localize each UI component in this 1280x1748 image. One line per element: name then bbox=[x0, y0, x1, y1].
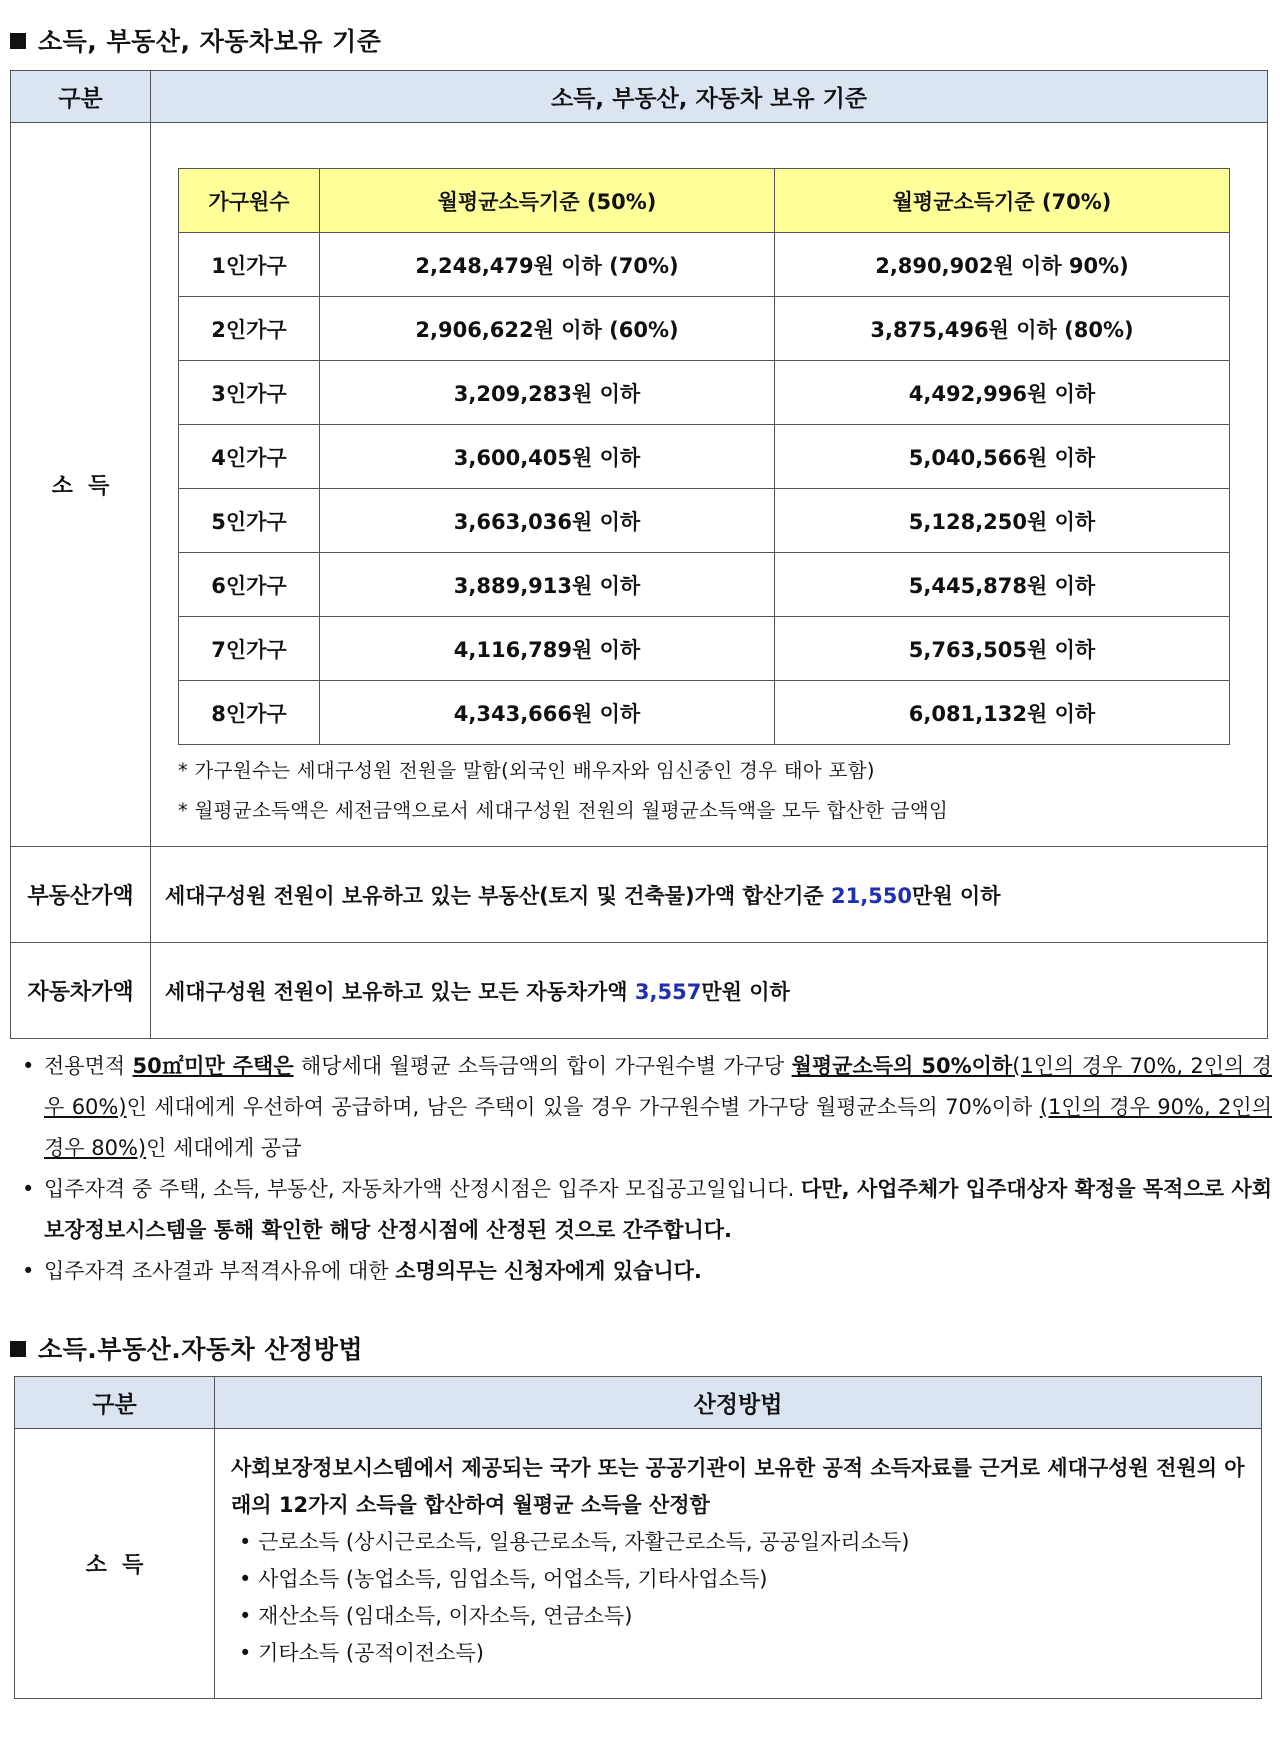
col-method: 산정방법 bbox=[215, 1377, 1262, 1429]
list-item: • 재산소득 (임대소득, 이자소득, 연금소득) bbox=[239, 1603, 633, 1628]
income-label: 소 득 bbox=[15, 1429, 215, 1699]
income-50-cell: 3,209,283원 이하 bbox=[320, 361, 775, 425]
income-50-cell: 2,248,479원 이하 (70%) bbox=[320, 233, 775, 297]
household-cell: 8인가구 bbox=[179, 681, 320, 745]
household-cell: 3인가구 bbox=[179, 361, 320, 425]
realestate-label: 부동산가액 bbox=[11, 847, 151, 943]
note-household: * 가구원수는 세대구성원 전원을 말함(외국인 배우자와 임신중인 경우 태아 포함) bbox=[178, 759, 875, 782]
income-50-cell: 3,663,036원 이하 bbox=[320, 489, 775, 553]
household-cell: 6인가구 bbox=[179, 553, 320, 617]
income-70-cell: 2,890,902원 이하 90%) bbox=[775, 233, 1230, 297]
income-70-cell: 5,445,878원 이하 bbox=[775, 553, 1230, 617]
bullet-priority: • 전용면적 50㎡미만 주택은 해당세대 월평균 소득금액의 합이 가구원수별 가구당 월평균소득의 50%이하(1인의 경우 70%, 2인의 경우 60%)인 세대에게 우선하여 공급하며, 남은 주택이 있을 경우 가구원수별 가구당 월평균소득의 70%이하 (1인의 경우 90%, 2인의 경우 80%)인 세대에게 공급 bbox=[20, 1046, 1272, 1169]
bullet-notes bbox=[20, 1046, 1272, 1292]
section-title-method: 소득.부동산.자동차 산정방법 bbox=[10, 1330, 363, 1366]
car-label: 자동차가액 bbox=[11, 943, 151, 1039]
table-row bbox=[179, 489, 1230, 553]
col-category: 구분 bbox=[15, 1377, 215, 1429]
header-household: 가구원수 bbox=[179, 169, 320, 233]
list-item: • 근로소득 (상시근로소득, 일용근로소득, 자활근로소득, 공공일자리소득) bbox=[239, 1529, 910, 1554]
income-70-cell: 5,040,566원 이하 bbox=[775, 425, 1230, 489]
household-cell: 5인가구 bbox=[179, 489, 320, 553]
method-table bbox=[14, 1376, 1262, 1699]
table-row bbox=[179, 361, 1230, 425]
col-criteria: 소득, 부동산, 자동차 보유 기준 bbox=[151, 71, 1268, 123]
black-square-icon bbox=[10, 1341, 26, 1357]
income-cell bbox=[151, 123, 1268, 847]
income-50-cell: 3,600,405원 이하 bbox=[320, 425, 775, 489]
bullet-reference-date: • 입주자격 중 주택, 소득, 부동산, 자동차가액 산정시점은 입주자 모집공고일입니다. 다만, 사업주체가 입주대상자 확정을 목적으로 사회보장정보시스템을 통해 확인한 해당 산정시점에 산정된 것으로 간주합니다. bbox=[20, 1169, 1272, 1251]
list-item: • 기타소득 (공적이전소득) bbox=[239, 1640, 484, 1665]
realestate-text: 세대구성원 전원이 보유하고 있는 부동산(토지 및 건축물)가액 합산기준 21,550만원 이하 bbox=[151, 847, 1268, 943]
income-70-cell: 5,763,505원 이하 bbox=[775, 617, 1230, 681]
household-cell: 2인가구 bbox=[179, 297, 320, 361]
income-label: 소 득 bbox=[11, 123, 151, 847]
criteria-table bbox=[10, 70, 1268, 1039]
income-50-cell: 2,906,622원 이하 (60%) bbox=[320, 297, 775, 361]
household-cell: 7인가구 bbox=[179, 617, 320, 681]
table-row bbox=[179, 297, 1230, 361]
household-cell: 4인가구 bbox=[179, 425, 320, 489]
income-70-cell: 3,875,496원 이하 (80%) bbox=[775, 297, 1230, 361]
table-row bbox=[179, 681, 1230, 745]
car-amount: 3,557 bbox=[634, 979, 702, 1004]
table-row bbox=[179, 553, 1230, 617]
income-50-cell: 4,343,666원 이하 bbox=[320, 681, 775, 745]
income-70-cell: 4,492,996원 이하 bbox=[775, 361, 1230, 425]
income-table bbox=[178, 168, 1230, 745]
method-description: 사회보장정보시스템에서 제공되는 국가 또는 공공기관이 보유한 공적 소득자료를 근거로 세대구성원 전원의 아래의 12가지 소득을 합산하여 월평균 소득을 산정함 bbox=[231, 1455, 1245, 1517]
bullet-burden: • 입주자격 조사결과 부적격사유에 대한 소명의무는 신청자에게 있습니다. bbox=[20, 1251, 1272, 1292]
table-row bbox=[179, 617, 1230, 681]
realestate-amount: 21,550 bbox=[830, 883, 913, 908]
income-70-cell: 5,128,250원 이하 bbox=[775, 489, 1230, 553]
section-title-criteria: 소득, 부동산, 자동차보유 기준 bbox=[10, 22, 381, 58]
col-category: 구분 bbox=[11, 71, 151, 123]
header-70: 월평균소득기준 (70%) bbox=[775, 169, 1230, 233]
method-cell bbox=[215, 1429, 1262, 1699]
income-50-cell: 4,116,789원 이하 bbox=[320, 617, 775, 681]
income-70-cell: 6,081,132원 이하 bbox=[775, 681, 1230, 745]
household-cell: 1인가구 bbox=[179, 233, 320, 297]
header-50: 월평균소득기준 (50%) bbox=[320, 169, 775, 233]
black-square-icon bbox=[10, 33, 26, 49]
note-income: * 월평균소득액은 세전금액으로서 세대구성원 전원의 월평균소득액을 모두 합산한 금액임 bbox=[178, 799, 949, 822]
table-row bbox=[179, 233, 1230, 297]
income-50-cell: 3,889,913원 이하 bbox=[320, 553, 775, 617]
list-item: • 사업소득 (농업소득, 임업소득, 어업소득, 기타사업소득) bbox=[239, 1566, 768, 1591]
table-row bbox=[179, 425, 1230, 489]
car-text: 세대구성원 전원이 보유하고 있는 모든 자동차가액 3,557만원 이하 bbox=[151, 943, 1268, 1039]
